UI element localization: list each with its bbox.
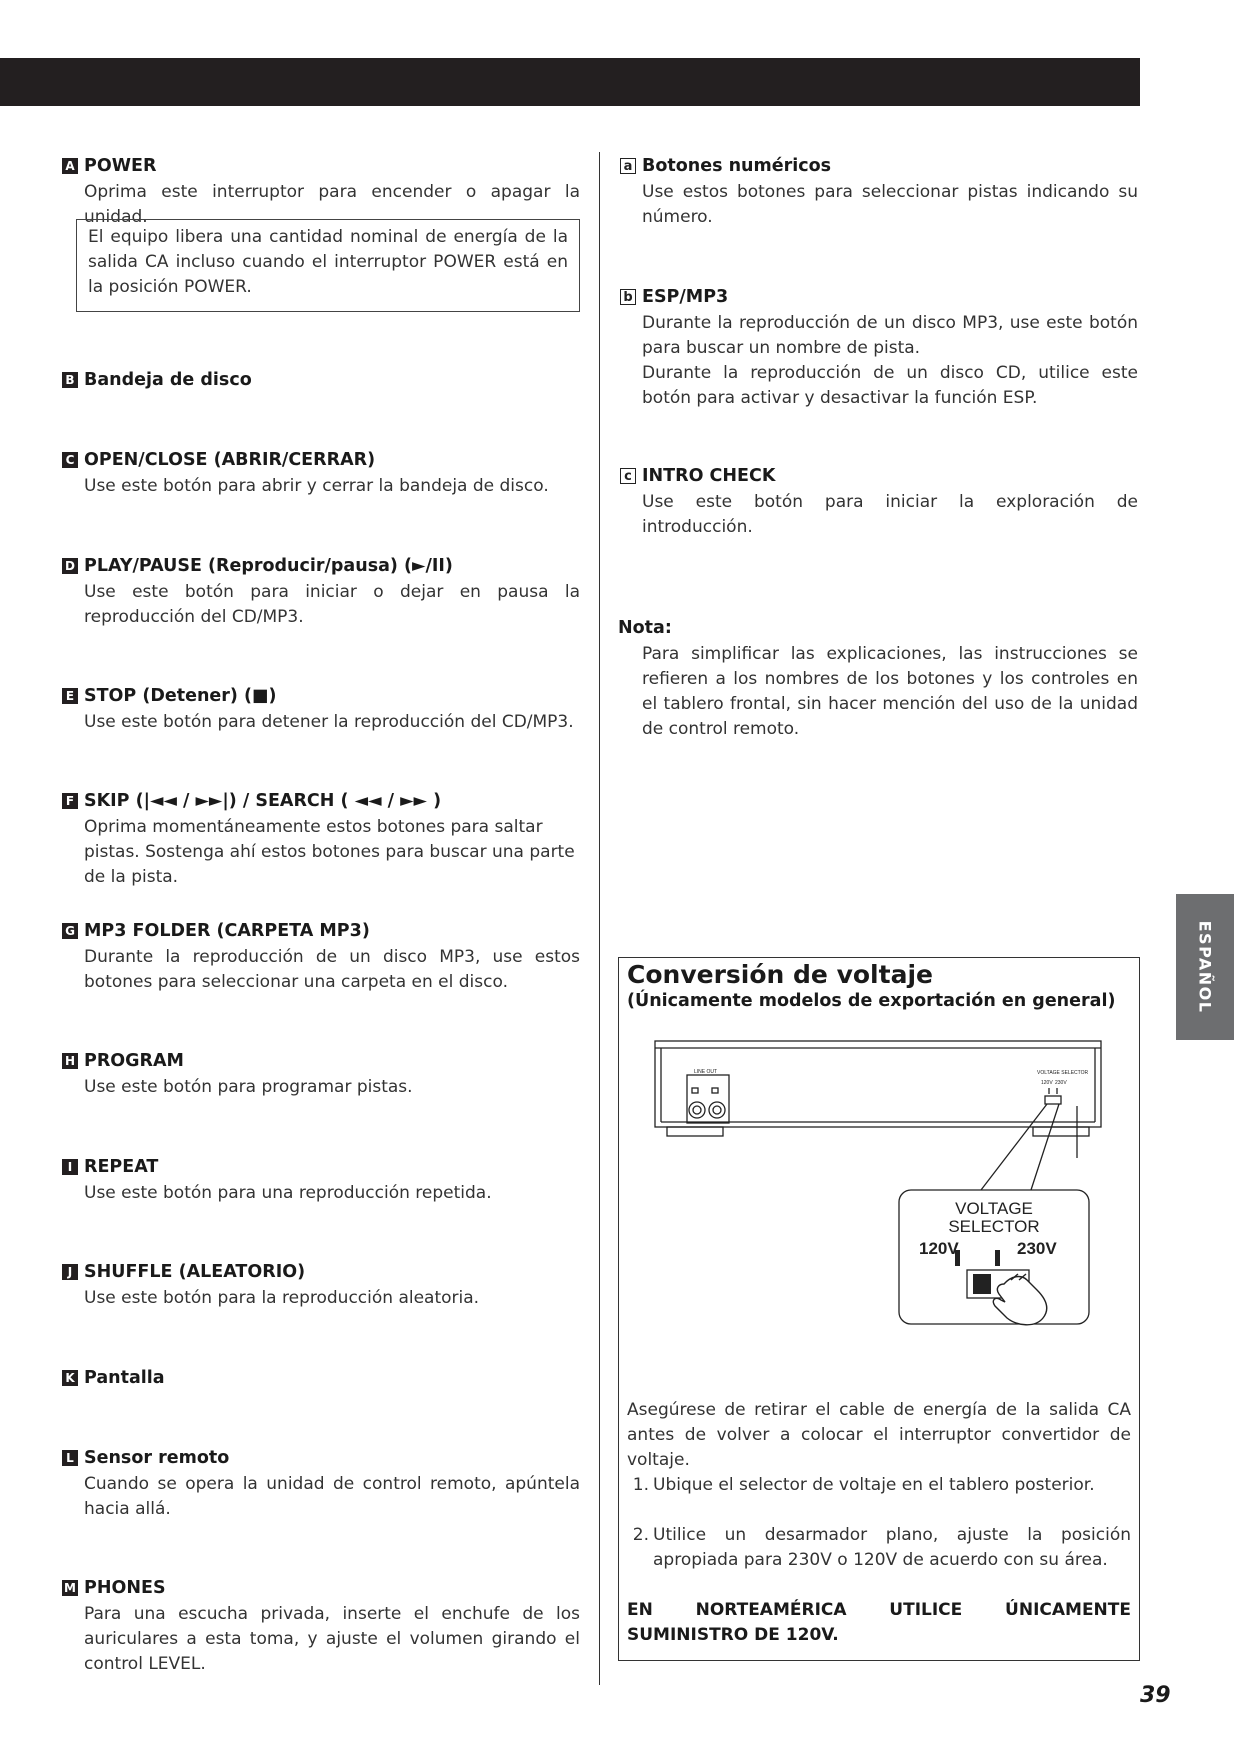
item-title: OPEN/CLOSE (ABRIR/CERRAR): [84, 450, 376, 470]
item-disc-tray: [60, 370, 252, 390]
item-badge: J: [62, 1264, 78, 1280]
item-title: Sensor remoto: [84, 1448, 230, 1468]
item-badge: K: [62, 1370, 78, 1386]
item-badge: I: [62, 1159, 78, 1175]
item-title: POWER: [84, 156, 157, 176]
item-badge: G: [62, 923, 78, 939]
item-open-close: [60, 450, 580, 499]
step-number: 2.: [632, 1525, 649, 1545]
item-title: Botones numéricos: [642, 156, 832, 176]
item-title: INTRO CHECK: [642, 466, 776, 486]
item-numeric-buttons: [618, 156, 1138, 230]
selector-line2: SELECTOR: [948, 1217, 1040, 1236]
item-desc: Use este botón para la reproducción aleatoria.: [84, 1288, 480, 1308]
language-tab-label: ESPAÑOL: [1195, 920, 1215, 1014]
item-badge: A: [62, 158, 78, 174]
item-badge: L: [62, 1450, 78, 1466]
item-title: REPEAT: [84, 1157, 159, 1177]
voltage-selector-diagram: [619, 1038, 1139, 1328]
item-title: MP3 FOLDER (CARPETA MP3): [84, 921, 370, 941]
item-desc: Use este botón para programar pistas.: [84, 1077, 413, 1097]
voltage-step-2: [627, 1523, 1131, 1573]
item-desc: Oprima momentáneamente estos botones para saltar pistas. Sostenga ahí estos botones para buscar una parte de la pista.: [84, 817, 575, 887]
item-title: PLAY/PAUSE (Reproducir/pausa) (►/II): [84, 556, 453, 576]
small-selector-label: VOLTAGE SELECTOR: [1037, 1070, 1089, 1076]
item-desc-2: Durante la reproducción de un disco CD, utilice este botón para activar y desactivar la función ESP.: [642, 363, 1138, 408]
item-badge: E: [62, 688, 78, 704]
item-remote-sensor: [60, 1448, 580, 1522]
item-title: PROGRAM: [84, 1051, 184, 1071]
voltage-conversion-box: [618, 957, 1140, 1661]
item-title: SKIP (|◄◄ / ►►|) / SEARCH ( ◄◄ / ►► ): [84, 791, 442, 811]
item-desc: Use este botón para detener la reproducción del CD/MP3.: [84, 712, 574, 732]
item-badge: D: [62, 558, 78, 574]
item-intro-check: [618, 466, 1138, 540]
item-badge: a: [620, 158, 636, 174]
step-text: Utilice un desarmador plano, ajuste la posición apropiada para 230V o 120V de acuerdo con su área.: [653, 1525, 1131, 1570]
small-120-label: 120V: [1041, 1080, 1053, 1086]
item-title: ESP/MP3: [642, 287, 729, 307]
item-badge: F: [62, 793, 78, 809]
step-text: Ubique el selector de voltaje en el tablero posterior.: [653, 1475, 1095, 1495]
item-title: PHONES: [84, 1578, 166, 1598]
item-badge: M: [62, 1580, 78, 1596]
column-divider: [599, 152, 600, 1685]
selector-line1: VOLTAGE: [955, 1199, 1033, 1218]
item-desc: Oprima este interruptor para encender o apagar la unidad.: [84, 182, 580, 227]
selector-230-label: 230V: [1017, 1239, 1057, 1258]
header-bar: [0, 58, 1140, 106]
item-shuffle: [60, 1262, 580, 1311]
item-title: Bandeja de disco: [84, 370, 252, 390]
item-program: [60, 1051, 580, 1100]
step-number: 1.: [632, 1475, 649, 1495]
item-desc: Use este botón para iniciar o dejar en pausa la reproducción del CD/MP3.: [84, 582, 580, 627]
item-badge: B: [62, 372, 78, 388]
item-desc: Cuando se opera la unidad de control remoto, apúntela hacia allá.: [84, 1474, 580, 1519]
nota-text: Para simplificar las explicaciones, las instrucciones se refieren a los nombres de los botones y los controles en el tablero frontal, sin hacer mención del uso de la unidad de control remoto.: [642, 644, 1138, 739]
page-number: 39: [1140, 1683, 1171, 1708]
item-badge: C: [62, 452, 78, 468]
item-badge: H: [62, 1053, 78, 1069]
nota-title: Nota:: [618, 618, 672, 638]
item-mp3-folder: [60, 921, 580, 995]
item-stop: [60, 686, 580, 735]
voltage-step-1: [627, 1473, 1131, 1498]
item-title: Pantalla: [84, 1368, 165, 1388]
item-desc: Durante la reproducción de un disco MP3, use este botón para buscar un nombre de pista.: [642, 313, 1138, 358]
line-out-label: LINE OUT: [694, 1069, 718, 1075]
nota-section: [618, 618, 1138, 742]
item-desc: Use este botón para iniciar la exploración de introducción.: [642, 492, 1138, 537]
item-display: [60, 1368, 165, 1388]
item-repeat: [60, 1157, 580, 1206]
item-desc: Durante la reproducción de un disco MP3, use estos botones para seleccionar una carpeta en el disco.: [84, 947, 580, 992]
item-desc: Use este botón para abrir y cerrar la bandeja de disco.: [84, 476, 549, 496]
item-phones: [60, 1578, 580, 1677]
item-desc: Use estos botones para seleccionar pistas indicando su número.: [642, 182, 1138, 227]
power-note-box: El equipo libera una cantidad nominal de energía de la salida CA incluso cuando el interruptor POWER está en la posición POWER.: [76, 219, 580, 312]
small-230-label: 230V: [1055, 1080, 1067, 1086]
item-esp-mp3: [618, 287, 1138, 411]
item-play-pause: [60, 556, 580, 630]
voltage-bold-notice: EN NORTEAMÉRICA UTILICE ÚNICAMENTE SUMINISTRO DE 120V.: [627, 1600, 1131, 1645]
voltage-subtitle: (Únicamente modelos de exportación en general): [627, 991, 1116, 1011]
voltage-title: Conversión de voltaje: [627, 960, 933, 989]
item-title: STOP (Detener) (■): [84, 686, 277, 706]
item-title: SHUFFLE (ALEATORIO): [84, 1262, 306, 1282]
item-skip-search: [60, 791, 580, 890]
voltage-warning: Asegúrese de retirar el cable de energía de la salida CA antes de volver a colocar el interruptor convertidor de voltaje.: [627, 1400, 1131, 1470]
item-desc: Para una escucha privada, inserte el enchufe de los auriculares a esta toma, y ajuste el volumen girando el control LEVEL.: [84, 1604, 580, 1674]
selector-120-label: 120V: [919, 1239, 959, 1258]
item-badge: c: [620, 468, 636, 484]
item-badge: b: [620, 289, 636, 305]
item-desc: Use este botón para una reproducción repetida.: [84, 1183, 492, 1203]
language-tab: [1176, 894, 1234, 1040]
